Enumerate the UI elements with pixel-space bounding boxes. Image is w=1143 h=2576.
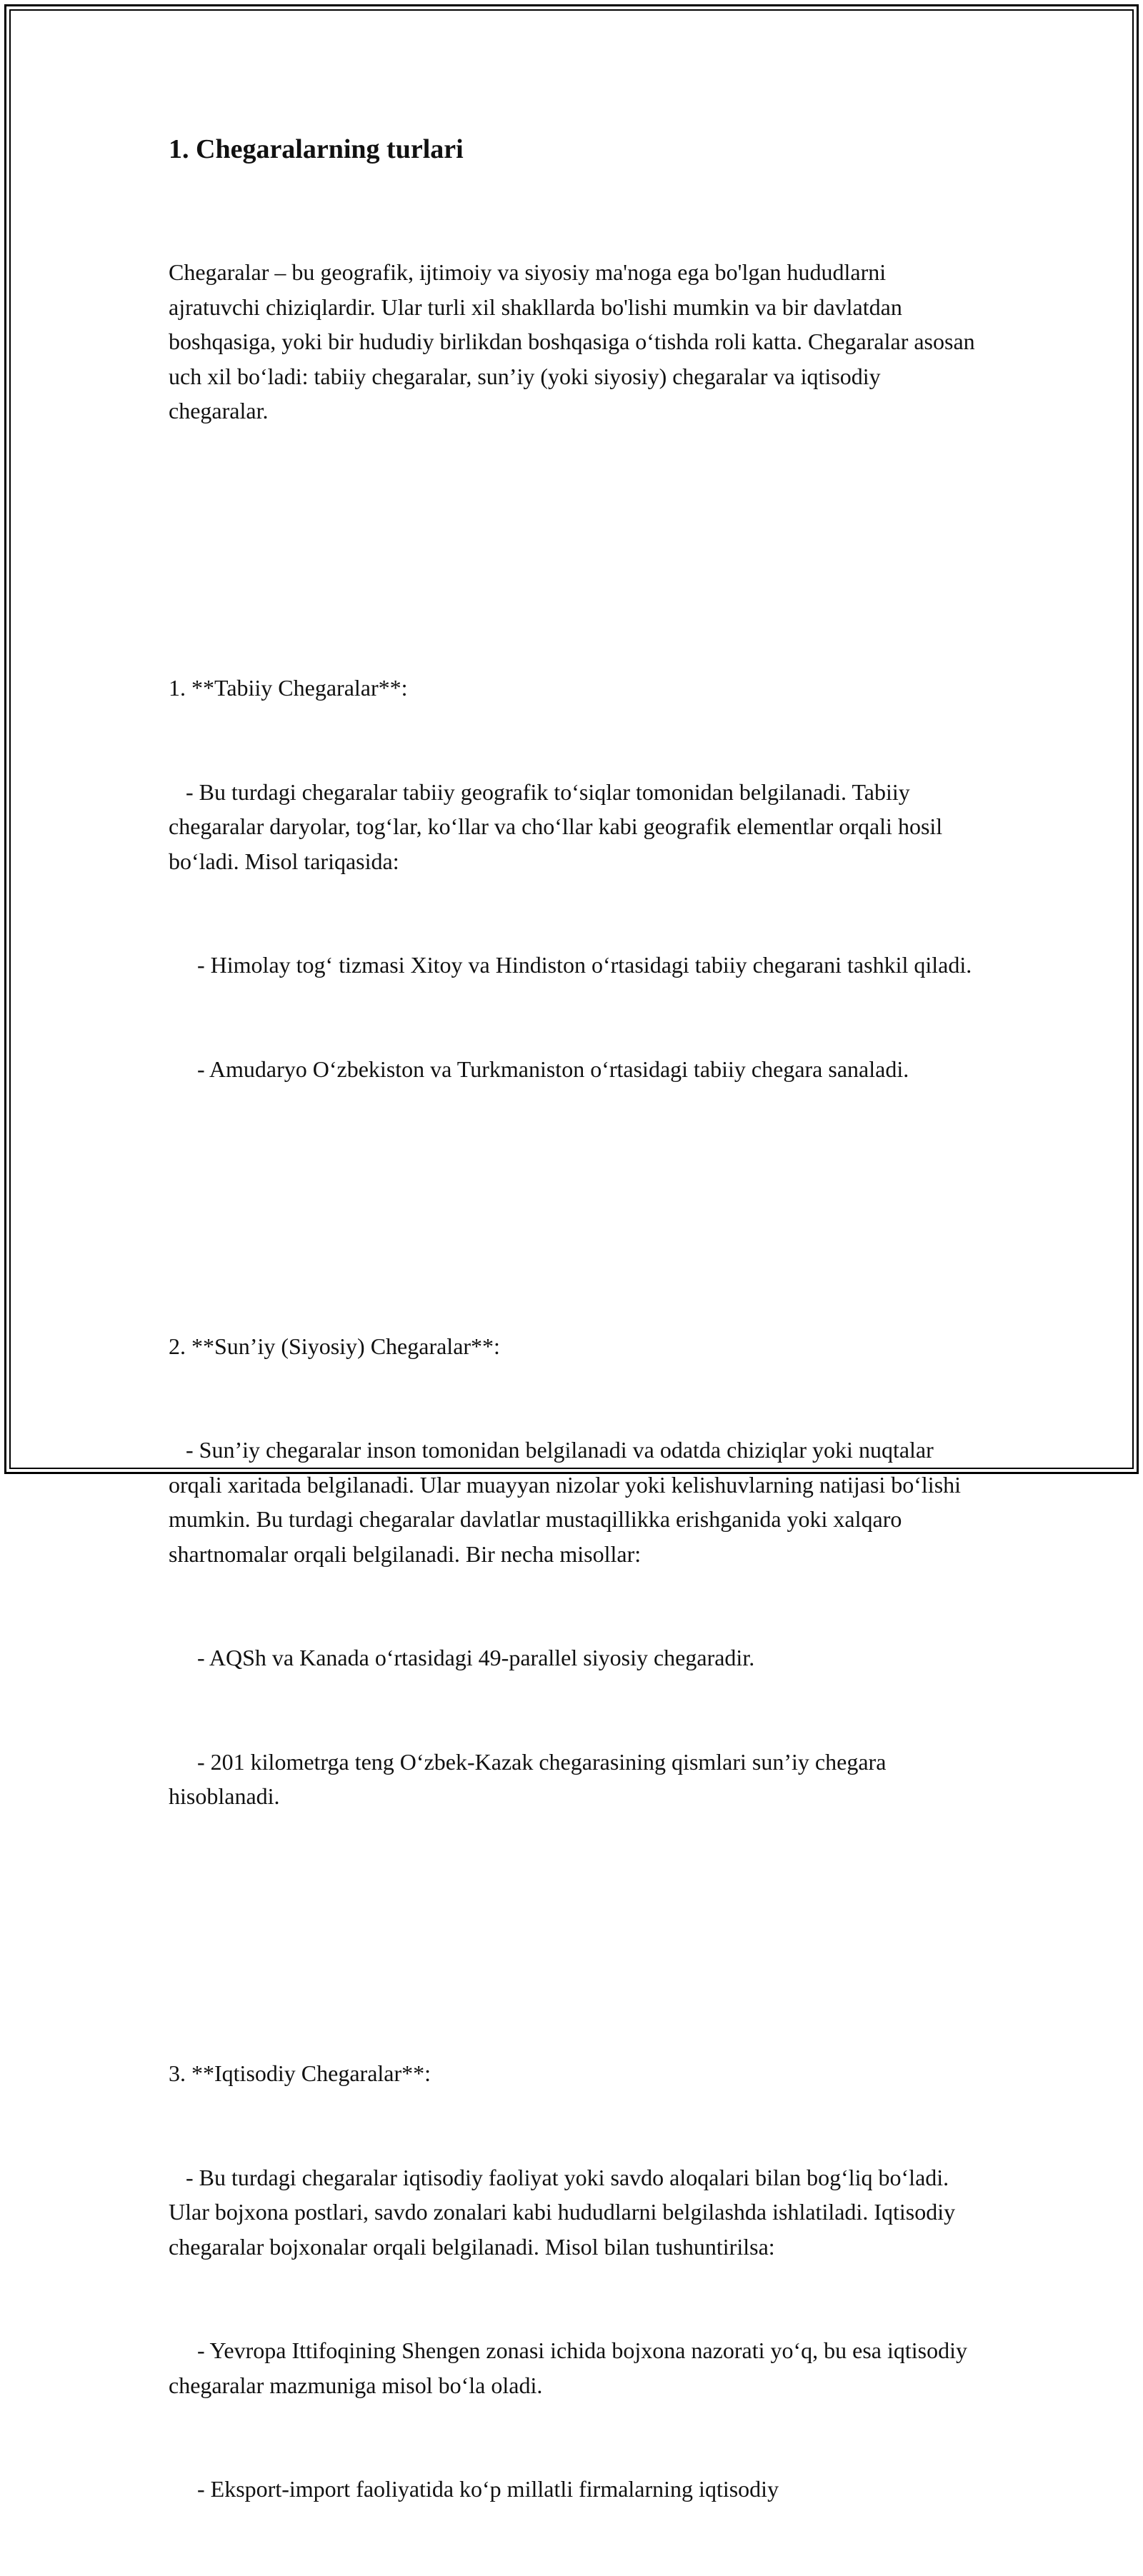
document-title: 1. Chegaralarning turlari <box>169 134 464 164</box>
example-item: - Yevropa Ittifoqining Shengen zonasi ichida bojxona nazorati yoʻq, bu esa iqtisodiy chegaralar mazmuniga misol boʻla oladi. <box>169 2337 974 2398</box>
section-description-political: - Sun’iy chegaralar inson tomonidan belgilanadi va odatda chiziqlar yoki nuqtalar orqali xaritada belgilanadi. Ular muayyan nizolar yoki kelishuvlarning natijasi boʻlishi mumkin. Bu turdagi chegaralar davlatlar mustaqillikka erishganida yoki xalqaro shartnomalar orqali belgilanadi. Bir necha misollar: <box>169 1437 967 1567</box>
spacer <box>169 1883 976 1918</box>
spacer <box>169 498 976 533</box>
section-heading-political: 2. **Sun’iy (Siyosiy) Chegaralar**: <box>169 1333 500 1359</box>
section-heading-natural: 1. **Tabiiy Chegaralar**: <box>169 675 408 701</box>
example-item: - Himolay togʻ tizmasi Xitoy va Hindiston oʻrtasidagi tabiiy chegarani tashkil qiladi. <box>169 952 972 978</box>
document-body <box>169 186 981 2576</box>
spacer <box>169 1156 976 1191</box>
example-item: - AQSh va Kanada oʻrtasidagi 49-parallel siyosiy chegaradir. <box>169 1645 755 1670</box>
section-description-economic: - Bu turdagi chegaralar iqtisodiy faoliyat yoki savdo aloqalari bilan bogʻliq boʻladi. Ular bojxona postlari, savdo zonalari kabi hududlarni belgilashda ishlatiladi. Iqtisodiy chegaralar bojxonalar orqali belgilanadi. Misol bilan tushuntirilsa: <box>169 2164 962 2260</box>
document-content <box>169 133 981 2576</box>
section-heading-economic: 3. **Iqtisodiy Chegaralar**: <box>169 2060 431 2086</box>
example-item: - 201 kilometrga teng Oʻzbek-Kazak chegarasining qismlari sun’iy chegara hisoblanadi. <box>169 1748 892 1809</box>
example-item: - Amudaryo Oʻzbekiston va Turkmaniston oʻrtasidagi tabiiy chegara sanaladi. <box>169 1056 909 1082</box>
example-item: - Eksport-import faoliyatida koʻp millatli firmalarning iqtisodiy <box>169 2476 779 2502</box>
section-description-natural: - Bu turdagi chegaralar tabiiy geografik toʻsiqlar tomonidan belgilanadi. Tabiiy chegaralar daryolar, togʻlar, koʻllar va choʻllar kabi geografik elementlar orqali hosil boʻladi. Misol tariqasida: <box>169 778 949 874</box>
intro-paragraph: Chegaralar – bu geografik, ijtimoiy va siyosiy ma'noga ega bo'lgan hududlarni ajratuvchi chiziqlardir. Ular turli xil shakllarda bo'lishi mumkin va bir davlatdan boshqasiga, yoki bir hududiy birlikdan boshqasiga oʻtishda roli katta. Chegaralar asosan uch xil boʻladi: tabiiy chegaralar, sun’iy (yoki siyosiy) chegaralar va iqtisodiy chegaralar. <box>169 259 981 424</box>
